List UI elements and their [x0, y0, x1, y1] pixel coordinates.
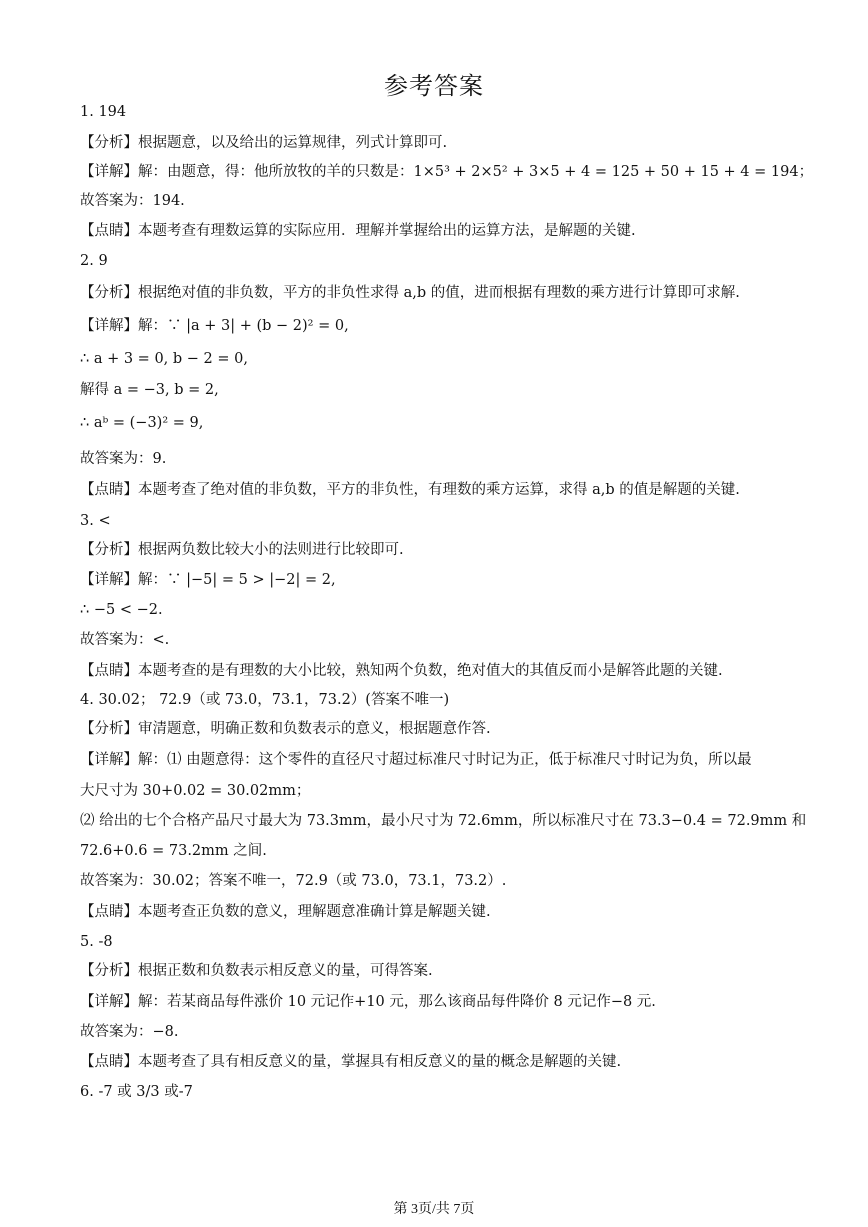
answer-1-heading: 1. 194 — [80, 104, 127, 120]
answer-2-analysis: 【分析】根据绝对值的非负数，平方的非负性求得 a,b 的值，进而根据有理数的乘方进行计算即可求解. — [80, 285, 740, 301]
answer-3-detail: 【详解】解：∵ |−5| = 5 > |−2| = 2, — [80, 572, 336, 588]
answer-4-detail: 【详解】解：⑴ 由题意得：这个零件的直径尺寸超过标准尺寸时记为正，低于标准尺寸时记为负，所以最 — [80, 752, 752, 768]
answer-1-result: 故答案为：194. — [80, 193, 185, 209]
answer-2-step-3: ∴ aᵇ = (−3)² = 9, — [80, 415, 204, 431]
answer-3-analysis: 【分析】根据两负数比较大小的法则进行比较即可. — [80, 542, 404, 558]
answer-4-heading: 4. 30.02； 72.9（或 73.0，73.1，73.2）(答案不唯一) — [80, 692, 450, 708]
answer-3-result: 故答案为：<. — [80, 632, 170, 648]
answer-1-detail: 【详解】解：由题意，得：他所放牧的羊的只数是：1×5³ + 2×5² + 3×5 + 4 = 125 + 50 + 15 + 4 = 194； — [80, 164, 814, 180]
page-title: 参考答案 — [384, 72, 484, 100]
answer-3-comment: 【点睛】本题考查的是有理数的大小比较，熟知两个负数，绝对值大的其值反而小是解答此题的关键. — [80, 663, 723, 679]
answer-1-comment: 【点睛】本题考查有理数运算的实际应用．理解并掌握给出的运算方法，是解题的关键. — [80, 223, 636, 239]
answer-2-result: 故答案为：9. — [80, 451, 167, 467]
answer-5-analysis: 【分析】根据正数和负数表示相反意义的量，可得答案. — [80, 963, 433, 979]
answer-1-analysis: 【分析】根据题意，以及给出的运算规律，列式计算即可. — [80, 135, 448, 151]
answer-5-heading: 5. -8 — [80, 934, 113, 950]
answer-2-heading: 2. 9 — [80, 253, 108, 269]
answer-2-step-2: 解得 a = −3, b = 2, — [80, 382, 219, 398]
answer-4-part-2: ⑵ 给出的七个合格产品尺寸最大为 73.3mm，最小尺寸为 72.6mm，所以标准尺寸在 73.3−0.4 = 72.9mm 和 — [80, 813, 807, 829]
answer-2-step-1: ∴ a + 3 = 0, b − 2 = 0, — [80, 351, 248, 367]
page-footer: 第 3页/共 7页 — [393, 1202, 475, 1217]
answer-4-comment: 【点睛】本题考查正负数的意义，理解题意准确计算是解题关键. — [80, 904, 491, 920]
answer-5-detail: 【详解】解：若某商品每件涨价 10 元记作+10 元，那么该商品每件降价 8 元记作−8 元. — [80, 994, 656, 1010]
answer-4-part-2-cont: 72.6+0.6 = 73.2mm 之间. — [80, 843, 267, 859]
answer-3-heading: 3. < — [80, 513, 111, 529]
answer-4-result: 故答案为：30.02；答案不唯一，72.9（或 73.0，73.1，73.2）. — [80, 873, 507, 889]
answer-4-analysis: 【分析】审清题意，明确正数和负数表示的意义，根据题意作答. — [80, 721, 491, 737]
answer-6-heading: 6. -7 或 3/3 或-7 — [80, 1084, 193, 1100]
answer-4-detail-cont: 大尺寸为 30+0.02 = 30.02mm； — [80, 783, 311, 799]
answer-3-step-1: ∴ −5 < −2. — [80, 602, 163, 618]
answer-2-detail: 【详解】解：∵ |a + 3| + (b − 2)² = 0, — [80, 318, 349, 334]
answer-2-comment: 【点睛】本题考查了绝对值的非负数，平方的非负性，有理数的乘方运算，求得 a,b 的值是解题的关键. — [80, 482, 740, 498]
answer-5-result: 故答案为：−8. — [80, 1024, 179, 1040]
answer-5-comment: 【点睛】本题考查了具有相反意义的量，掌握具有相反意义的量的概念是解题的关键. — [80, 1054, 622, 1070]
